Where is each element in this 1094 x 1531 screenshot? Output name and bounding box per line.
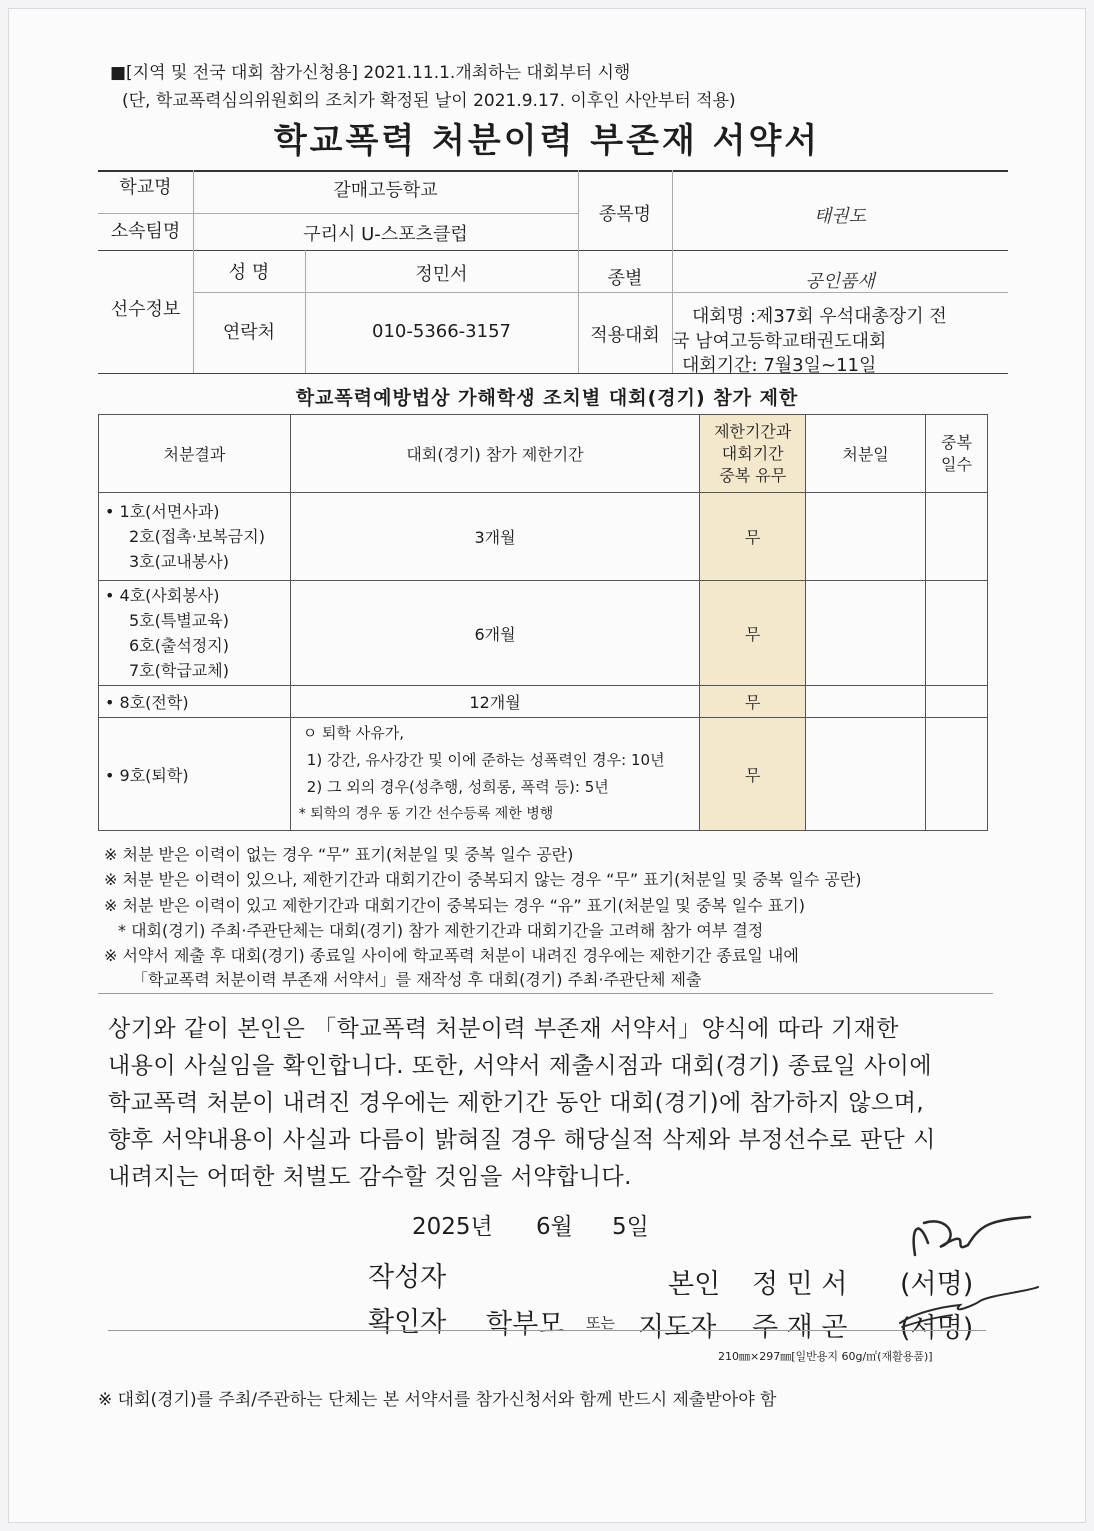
competition-period: 대회기간: 7월3일~11일 [682,355,877,376]
days-cell [926,581,988,686]
paper-spec: 210㎜×297㎜[일반용지 60g/㎡(재활용품)] [718,1350,933,1363]
confirm-role-coach: 지도자 [638,1312,717,1343]
note-line: ※ 처분 받은 이력이 있고 제한기간과 대회기간이 중복되는 경우 “유” 표기(처분일 및 중복 일수 표기) [104,896,806,915]
contact-value: 010-5366-3157 [372,321,511,342]
pledge-line: 내용이 사실임을 확인합니다. 또한, 서약서 제출시점과 대회(경기) 종료일 사이에 [108,1053,933,1079]
header-overlap-line-1: 제한기간과 [714,421,792,441]
result-line: • 4호(사회봉사) [105,586,220,605]
event-value: 태권도 [813,206,867,227]
player-label: 선수정보 [110,299,181,320]
period-cell: 3개월 [290,493,699,581]
writer-label: 작성자 [368,1262,447,1293]
note-line: ※ 처분 받은 이력이 있으나, 제한기간과 대회기간이 중복되지 않는 경우 “무” 표기(처분일 및 중복 일수 공란) [104,870,862,889]
date-month: 6월 [536,1214,573,1240]
competition-name-line-2: 국 남여고등학교태권도대회 [672,331,887,352]
pledge-line: 내려지는 어떠한 처벌도 감수할 것임을 서약합니다. [108,1164,632,1190]
date-year: 2025년 [412,1214,493,1240]
writer-role: 본인 [668,1269,721,1300]
period-cell: 12개월 [290,686,699,718]
note-line: * 대회(경기) 주최·주관단체는 대회(경기) 참가 제한기간과 대회기간을 고려해 참가 여부 결정 [118,921,764,940]
team-value: 구리시 U-스포츠클럽 [303,224,468,245]
table-row [99,718,988,831]
confirm-role-parent: 학부모 [486,1309,565,1340]
school-value: 갈매고등학교 [333,180,438,201]
note-line: 「학교폭력 처분이력 부존재 서약서」를 재작성 후 대회(경기) 주최·주관단체 제출 [132,970,702,989]
pledge-line: 학교폭력 처분이 내려진 경우에는 제한기간 동안 대회(경기)에 참가하지 않으며, [108,1090,925,1116]
days-cell [926,718,988,831]
confirm-sign-label: (서명) [900,1313,974,1344]
confirm-label: 확인자 [368,1307,447,1338]
header-period: 대회(경기) 참가 제한기간 [290,415,699,493]
document-title: 학교폭력 처분이력 부존재 서약서 [273,121,821,161]
writer-sign-label: (서명) [900,1269,974,1300]
school-label: 학교명 [119,177,172,198]
header-result: 처분결과 [99,415,291,493]
contact-label: 연락처 [222,322,276,343]
header-days [926,415,988,493]
table-row [99,686,988,718]
competition-name-line-1: 대회명 :제37회 우석대총장기 전 [692,306,947,327]
name-label: 성 명 [228,262,270,283]
days-cell [926,493,988,581]
date-day: 5일 [612,1214,649,1240]
header-overlap [700,415,806,493]
header-overlap-line-2: 대회기간 [721,443,784,463]
restriction-table [98,414,988,831]
note-line: ※ 서약서 제출 후 대회(경기) 종료일 사이에 학교폭력 처분이 내려진 경우에는 제한기간 종료일 내에 [104,946,799,965]
period-cell [290,718,699,831]
date-cell [806,686,926,718]
header-line-2: (단, 학교폭력심의위원회의 조치가 확정된 날이 2021.9.17. 이후인 사안부터 적용) [122,91,736,111]
footer-note: ※ 대회(경기)를 주최/주관하는 단체는 본 서약서를 참가신청서와 함께 반드시 제출받아야 함 [98,1390,777,1410]
result-line: 3호(교내봉사) [129,552,229,571]
header-days-line-2: 일수 [941,454,972,474]
event-label: 종목명 [598,204,652,225]
table-row [99,581,988,686]
overlap-cell: 무 [700,493,806,581]
date-cell [806,718,926,831]
result-cell [99,493,291,581]
result-line: 6호(출석정지) [129,636,229,655]
header-date: 처분일 [806,415,926,493]
date-cell [806,581,926,686]
overlap-cell: 무 [700,686,806,718]
restriction-table-title: 학교폭력예방법상 가해학생 조치별 대회(경기) 참가 제한 [295,387,799,409]
division-label: 종별 [607,268,643,289]
period-line: ㅇ 퇴학 사유가, [302,724,405,742]
header-days-line-1: 중복 [941,432,972,452]
table-header-row [99,415,988,493]
result-cell: • 8호(전학) [99,686,291,718]
team-label: 소속팀명 [110,221,181,242]
confirm-or: 또는 [586,1314,615,1332]
days-cell [926,686,988,718]
result-cell [99,581,291,686]
result-line: 7호(학급교체) [129,661,229,680]
header-overlap-line-3: 중복 유무 [719,465,787,485]
result-cell: • 9호(퇴학) [99,718,291,831]
result-line: 2호(접촉·보복금지) [129,527,265,546]
period-line: 1) 강간, 유사강간 및 이에 준하는 성폭력인 경우: 10년 [306,751,665,769]
pledge-line: 상기와 같이 본인은 「학교폭력 처분이력 부존재 서약서」양식에 따라 기재한 [108,1016,900,1042]
division-value: 공인품새 [805,271,875,292]
period-line: * 퇴학의 경우 동 기간 선수등록 제한 병행 [298,806,554,822]
table-row [99,493,988,581]
competition-label: 적용대회 [590,325,660,346]
date-cell [806,493,926,581]
handwritten-signature [880,1195,1050,1345]
period-cell: 6개월 [290,581,699,686]
result-line: • 1호(서면사과) [105,502,220,521]
name-value: 정민서 [415,264,468,285]
period-line: 2) 그 외의 경우(성추행, 성희롱, 폭력 등): 5년 [306,778,609,796]
note-line: ※ 처분 받은 이력이 없는 경우 “무” 표기(처분일 및 중복 일수 공란) [104,845,574,864]
header-line-1: ■[지역 및 전국 대회 참가신청용] 2021.11.1.개최하는 대회부터 시행 [110,63,631,83]
overlap-cell: 무 [700,581,806,686]
overlap-cell: 무 [700,718,806,831]
writer-name: 정 민 서 [752,1269,848,1300]
pledge-line: 향후 서약내용이 사실과 다름이 밝혀질 경우 해당실적 삭제와 부정선수로 판단 시 [108,1127,936,1153]
confirm-name: 주 재 곤 [752,1312,848,1343]
result-line: 5호(특별교육) [129,611,229,630]
